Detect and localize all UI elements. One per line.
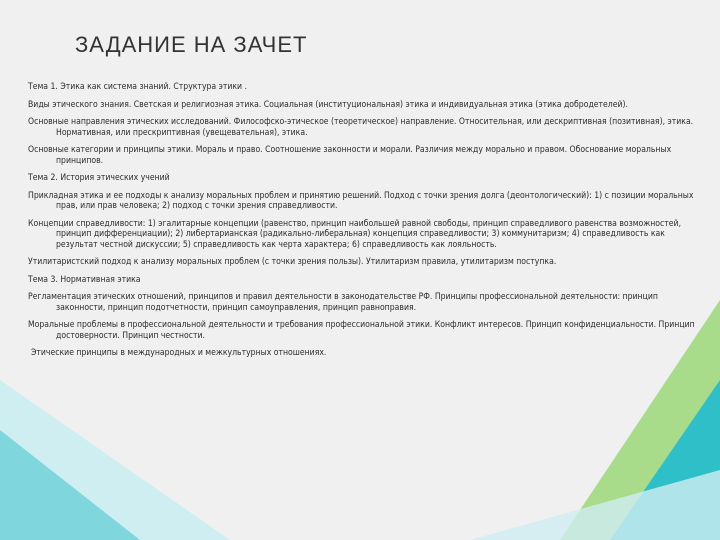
paragraph-international: Этические принципы в международных и межкультурных отношениях. <box>31 348 327 358</box>
slide-content <box>28 82 700 366</box>
paragraph-topic-3: Тема 3. Нормативная этика <box>28 274 141 285</box>
paragraph-topic-2: Тема 2. История этических учений <box>28 173 170 183</box>
paragraph-ethics-types: Виды этического знания. Светская и религиозная этика. Социальная (институциональная) этика и индивидуальная этика (этика добродетелей). <box>28 99 629 110</box>
paragraph-topic-1: Тема 1. Этика как система знаний. Структура этики . <box>28 82 247 92</box>
decor-triangle-pale <box>470 470 720 540</box>
slide-title: ЗАДАНИЕ НА ЗАЧЕТ <box>75 32 308 57</box>
paragraph-research-directions: Основные направления этических исследований. Философско-этическое (теоретическое) направление. Относительная, или дескриптивная (позитивная), этика. Нормативная, или прескриптивная (увещевательная), этика. <box>28 117 694 138</box>
paragraph-applied-ethics: Прикладная этика и ее подходы к анализу моральных проблем и принятию решений. Подход с точки зрения долга (деонтологический): 1) с позиции моральных прав, или прав человека; 2) подход с точки зрения справедливости. <box>28 190 694 211</box>
paragraph-moral-problems: Моральные проблемы в профессиональной деятельности и требования профессиональной этики. Конфликт интересов. Принцип конфиденциальности. Принцип достоверности. Принцип честности. <box>28 320 695 341</box>
paragraph-justice-concepts: Концепции справедливости: 1) эгалитарные концепции (равенство, принцип наибольшей равной свободы, принцип справедливого равенства возможностей, принцип дифференциации); 2) либертарианская (радикально-либеральная) концепция справедливости; 3) коммунитаризм; 4) справедливость как результат честной дискуссии; 5) справедливость как черта характера; 6) справедливость как лояльность. <box>28 218 682 250</box>
paragraph-regulation: Регламентация этических отношений, принципов и правил деятельности в законодательстве РФ. Принципы профессиональной деятельности: принцип законности, принцип подотчетности, принцип самоуправления, принцип равноправия. <box>28 292 658 313</box>
paragraph-utilitarian: Утилитаристский подход к анализу моральных проблем (с точки зрения пользы). Утилитаризм правила, утилитаризм поступка. <box>28 257 557 267</box>
paragraph-categories-principles: Основные категории и принципы этики. Мораль и право. Соотношение законности и морали. Различия между морально и правом. Обоснование моральных принципов. <box>28 145 672 166</box>
